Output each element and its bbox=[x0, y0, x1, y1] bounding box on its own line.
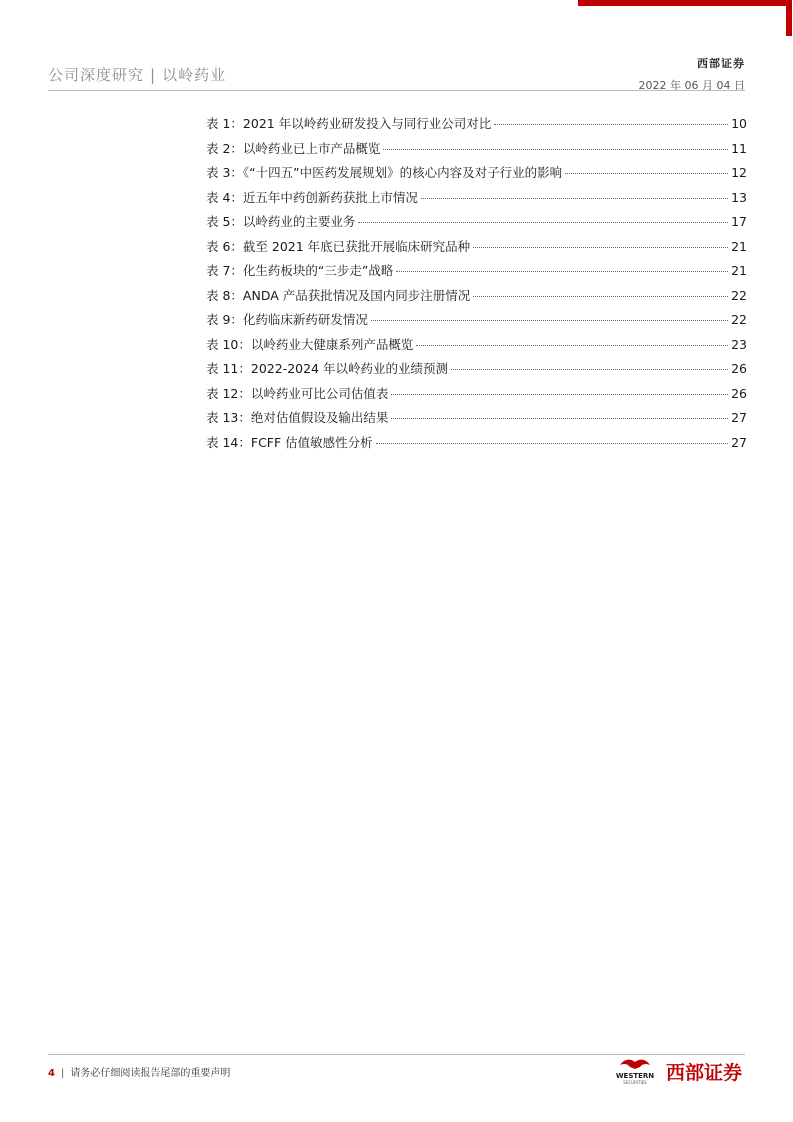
toc-entry-title: 表 13：绝对估值假设及输出结果 bbox=[206, 410, 389, 425]
toc-dot-leader bbox=[371, 320, 728, 321]
toc-dot-leader bbox=[473, 247, 728, 248]
toc-entry[interactable] bbox=[206, 163, 747, 188]
toc-dot-leader bbox=[391, 394, 728, 395]
toc-dot-leader bbox=[383, 149, 728, 150]
brand-name: 西部证券 bbox=[697, 57, 745, 70]
side-corner-accent bbox=[786, 0, 792, 36]
toc-entry-title: 表 5：以岭药业的主要业务 bbox=[206, 214, 356, 229]
top-corner-accent bbox=[578, 0, 792, 6]
toc-entry-title: 表 1：2021 年以岭药业研发投入与同行业公司对比 bbox=[206, 116, 492, 131]
toc-entry-page: 12 bbox=[731, 165, 747, 180]
toc-dot-leader bbox=[494, 124, 728, 125]
toc-entry-page: 13 bbox=[731, 189, 747, 205]
toc-entry[interactable] bbox=[206, 310, 747, 335]
toc-entry-title: 表 4：近五年中药创新药获批上市情况 bbox=[206, 189, 418, 205]
toc-entry-title: 表 8：ANDA 产品获批情况及国内同步注册情况 bbox=[206, 287, 471, 303]
page-number: 4 bbox=[48, 1068, 55, 1079]
toc-entry-page: 11 bbox=[731, 140, 747, 156]
toc-entry[interactable] bbox=[206, 433, 747, 458]
report-header bbox=[48, 64, 226, 85]
company-name: 以岭药业 bbox=[162, 66, 227, 84]
toc-entry-title: 表 11：2022-2024 年以岭药业的业绩预测 bbox=[206, 361, 448, 376]
toc-entry[interactable] bbox=[206, 359, 747, 384]
western-securities-logo bbox=[606, 1056, 746, 1086]
report-section: 公司深度研究 bbox=[48, 66, 145, 84]
logo-mark-text: WESTERN bbox=[615, 1072, 655, 1080]
footer-divider bbox=[48, 1054, 745, 1055]
footer-separator: | bbox=[60, 1068, 65, 1079]
toc-entry[interactable] bbox=[206, 188, 747, 213]
toc-dot-leader bbox=[391, 418, 728, 419]
toc-entry-title: 表 9：化药临床新药研发情况 bbox=[206, 312, 368, 327]
toc-entry-page: 23 bbox=[731, 336, 747, 352]
toc-entry[interactable] bbox=[206, 384, 747, 409]
toc-entry-page: 21 bbox=[731, 238, 747, 254]
toc-dot-leader bbox=[451, 369, 728, 370]
toc-dot-leader bbox=[416, 345, 728, 346]
toc-entry-title: 表 7：化生药板块的“三步走”战略 bbox=[206, 263, 394, 278]
toc-entry-page: 21 bbox=[731, 263, 747, 278]
toc-entry-title: 表 10：以岭药业大健康系列产品概览 bbox=[206, 336, 414, 352]
header-separator: | bbox=[150, 66, 157, 84]
toc-entry-title: 表 3：《“十四五”中医药发展规划》的核心内容及对子行业的影响 bbox=[206, 165, 563, 180]
toc-entry[interactable] bbox=[206, 408, 747, 433]
toc-entry-title: 表 6：截至 2021 年底已获批开展临床研究品种 bbox=[206, 238, 471, 254]
disclaimer-text: 请务必仔细阅读报告尾部的重要声明 bbox=[70, 1068, 231, 1079]
toc-dot-leader bbox=[473, 296, 728, 297]
toc-dot-leader bbox=[421, 198, 728, 199]
toc-entry-title: 表 2：以岭药业已上市产品概览 bbox=[206, 140, 381, 156]
header-brand-block bbox=[639, 55, 745, 93]
toc-entry-title: 表 12：以岭药业可比公司估值表 bbox=[206, 385, 389, 401]
toc-dot-leader bbox=[376, 443, 728, 444]
toc-entry-page: 27 bbox=[731, 410, 747, 425]
toc-dot-leader bbox=[565, 173, 728, 174]
table-of-figures bbox=[206, 114, 747, 457]
toc-dot-leader bbox=[358, 222, 728, 223]
toc-entry-page: 17 bbox=[731, 214, 747, 229]
header-divider bbox=[48, 90, 745, 91]
bull-logo-icon bbox=[606, 1056, 664, 1086]
toc-dot-leader bbox=[396, 271, 728, 272]
toc-entry[interactable] bbox=[206, 114, 747, 139]
toc-entry[interactable] bbox=[206, 261, 747, 286]
toc-entry-title: 表 14：FCFF 估值敏感性分析 bbox=[206, 434, 373, 450]
toc-entry[interactable] bbox=[206, 237, 747, 262]
toc-entry-page: 10 bbox=[731, 116, 747, 131]
toc-entry[interactable] bbox=[206, 212, 747, 237]
footer bbox=[48, 1064, 230, 1079]
logo-mark-subtext: SECURITIES bbox=[623, 1080, 647, 1085]
toc-entry-page: 22 bbox=[731, 312, 747, 327]
toc-entry-page: 26 bbox=[731, 385, 747, 401]
toc-entry-page: 22 bbox=[731, 287, 747, 303]
toc-entry-page: 26 bbox=[731, 361, 747, 376]
toc-entry[interactable] bbox=[206, 335, 747, 360]
report-date: 2022 年 06 月 04 日 bbox=[638, 79, 745, 92]
toc-entry-page: 27 bbox=[731, 434, 747, 450]
toc-entry[interactable] bbox=[206, 139, 747, 164]
logo-text: 西部证券 bbox=[666, 1062, 743, 1084]
toc-entry[interactable] bbox=[206, 286, 747, 311]
